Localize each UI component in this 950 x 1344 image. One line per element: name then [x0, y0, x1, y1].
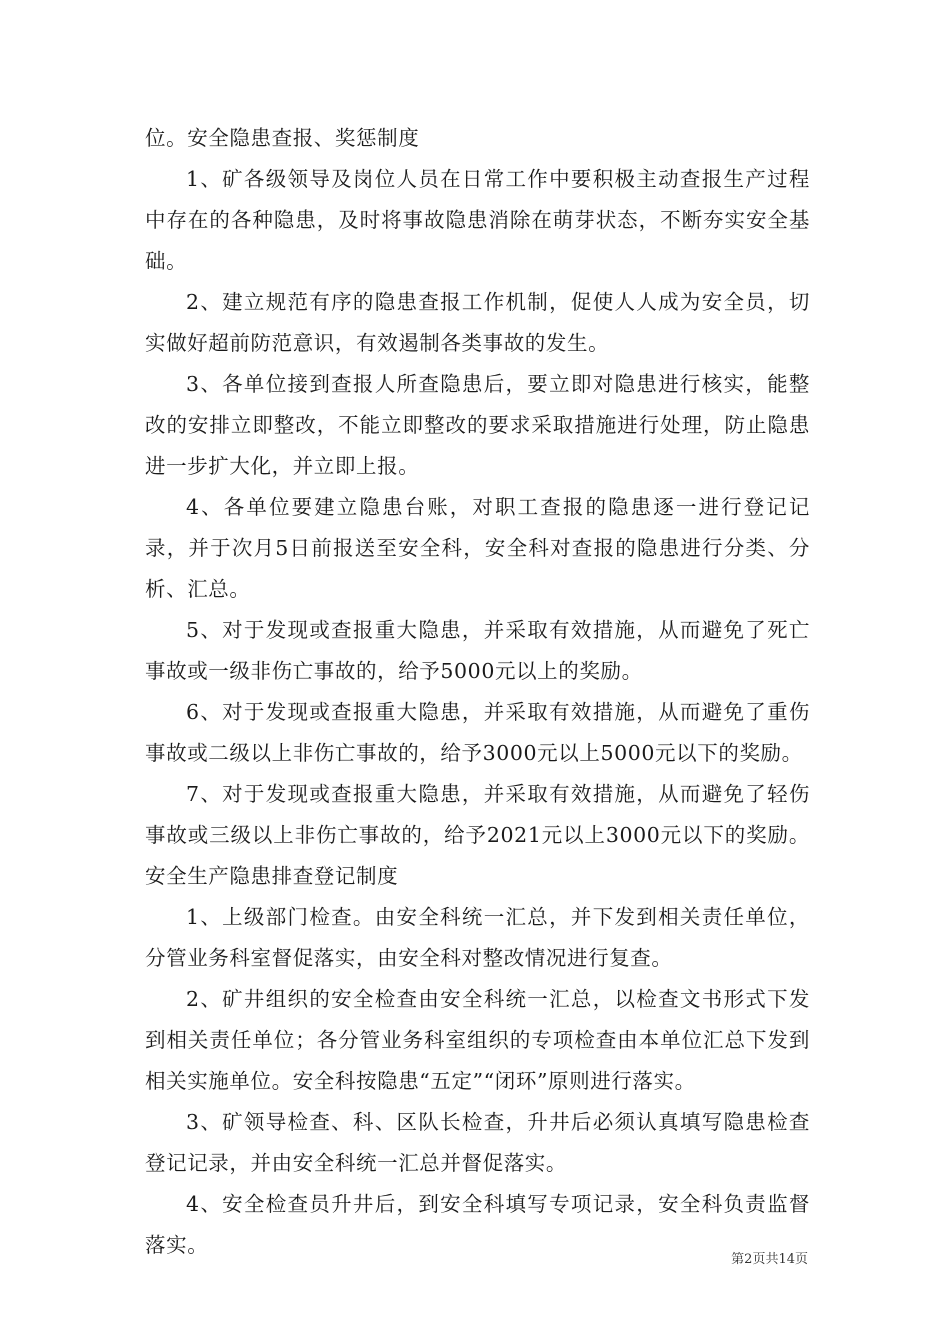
paragraph-item-3: 3、各单位接到查报人所查隐患后，要立即对隐患进行核实，能整改的安排立即整改，不能立即整改的要求采取措施进行处理，防止隐患进一步扩大化，并立即上报。 — [145, 372, 810, 478]
paragraph-registration-item-1: 1、上级部门检查。由安全科统一汇总，并下发到相关责任单位，分管业务科室督促落实，由安全科对整改情况进行复查。 — [145, 905, 810, 970]
paragraph-item-1: 1、矿各级领导及岗位人员在日常工作中要积极主动查报生产过程中存在的各种隐患，及时将事故隐患消除在萌芽状态，不断夯实安全基础。 — [145, 167, 810, 273]
page-number: 第2页共14页 — [731, 1252, 808, 1267]
paragraph-item-4: 4、各单位要建立隐患台账，对职工查报的隐患逐一进行登记记录，并于次月5日前报送至安全科，安全科对查报的隐患进行分类、分析、汇总。 — [145, 495, 810, 601]
paragraph-registration-item-4: 4、安全检查员升井后，到安全科填写专项记录，安全科负责监督落实。 — [145, 1192, 810, 1257]
paragraph-item-5: 5、对于发现或查报重大隐患，并采取有效措施，从而避免了死亡事故或一级非伤亡事故的，给予5000元以上的奖励。 — [145, 618, 810, 683]
paragraph-item-2: 2、建立规范有序的隐患查报工作机制，促使人人成为安全员，切实做好超前防范意识，有效遏制各类事故的发生。 — [145, 290, 810, 355]
paragraph-item-6: 6、对于发现或查报重大隐患，并采取有效措施，从而避免了重伤事故或二级以上非伤亡事故的，给予3000元以上5000元以下的奖励。 — [145, 700, 810, 765]
paragraph-registration-item-2: 2、矿井组织的安全检查由安全科统一汇总，以检查文书形式下发到相关责任单位；各分管业务科室组织的专项检查由本单位汇总下发到相关实施单位。安全科按隐患“五定”“闭环”原则进行落实。 — [145, 987, 810, 1093]
paragraph-item-7: 7、对于发现或查报重大隐患，并采取有效措施，从而避免了轻伤事故或三级以上非伤亡事故的，给予2021元以上3000元以下的奖励。安全生产隐患排查登记制度 — [145, 782, 810, 888]
paragraph-registration-item-3: 3、矿领导检查、科、区队长检查，升井后必须认真填写隐患检查登记记录，并由安全科统一汇总并督促落实。 — [145, 1110, 810, 1175]
paragraph-continuation: 位。安全隐患查报、奖惩制度 — [145, 126, 420, 150]
document-body — [145, 118, 810, 1266]
